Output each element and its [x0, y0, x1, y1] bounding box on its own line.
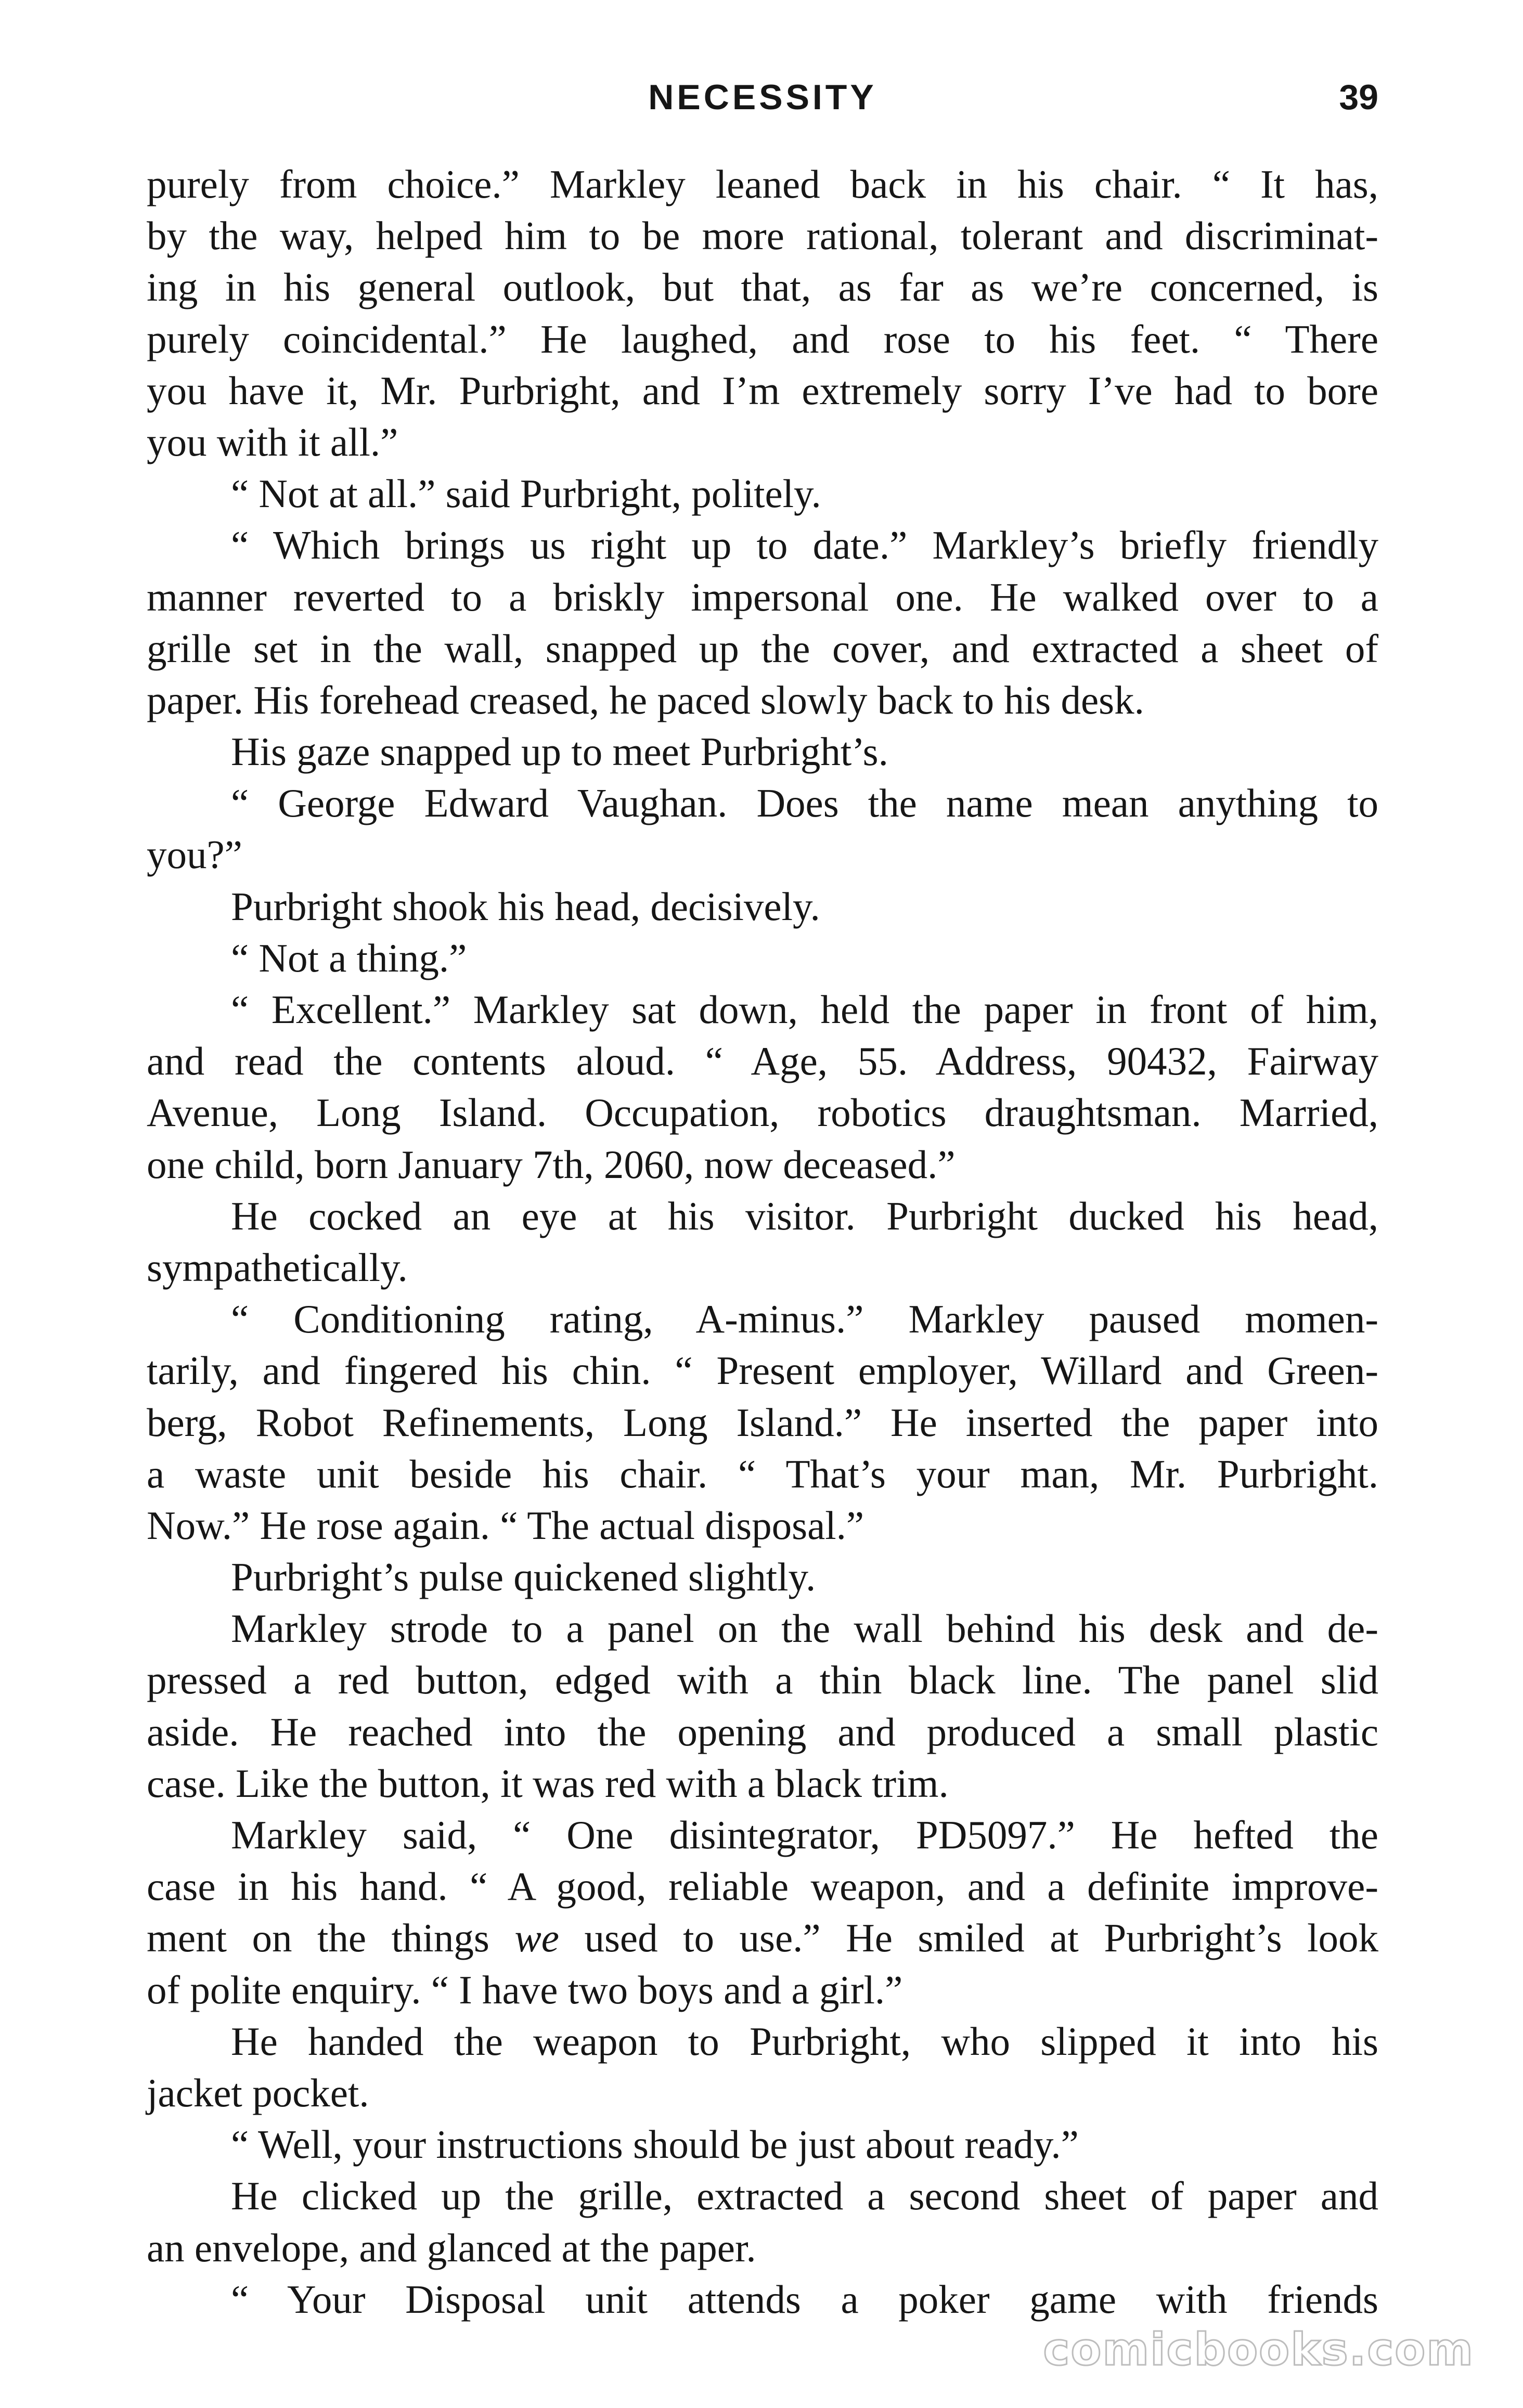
text-line: His gaze snapped up to meet Purbright’s.	[231, 729, 888, 774]
text-line: case. Like the button, it was red with a black trim.	[147, 1760, 949, 1806]
text-line: ing in his general outlook, but that, as far as we’re concerned, is	[147, 265, 1378, 310]
text-line: an envelope, and glanced at the paper.	[147, 2225, 756, 2270]
text-line: “ Conditioning rating, A-minus.” Markley paused momen-	[231, 1297, 1378, 1342]
text-line: case in his hand. “ A good, reliable weapon, and a definite improve-	[147, 1864, 1378, 1909]
text-line: “ George Edward Vaughan. Does the name mean anything to	[231, 781, 1378, 826]
emphasis: we	[514, 1915, 559, 1961]
text-line: “ Not a thing.”	[231, 935, 467, 980]
text-line: “ Well, your instructions should be just about ready.”	[231, 2122, 1079, 2167]
text-line: Markley strode to a panel on the wall behind his desk and de-	[231, 1606, 1378, 1651]
text-line: you have it, Mr. Purbright, and I’m extremely sorry I’ve had to bore	[147, 368, 1378, 413]
text-line: “ Not at all.” said Purbright, politely.	[231, 471, 821, 516]
text-line: grille set in the wall, snapped up the cover, and extracted a sheet of	[147, 626, 1378, 671]
text-line: He handed the weapon to Purbright, who slipped it into his	[231, 2018, 1378, 2064]
text-line: and read the contents aloud. “ Age, 55. Address, 90432, Fairway	[147, 1039, 1378, 1084]
text-line: berg, Robot Refinements, Long Island.” He inserted the paper into	[147, 1400, 1378, 1445]
text-line: aside. He reached into the opening and produced a small plastic	[147, 1709, 1378, 1754]
text-line: paper. His forehead creased, he paced slowly back to his desk.	[147, 677, 1144, 722]
text-line: Avenue, Long Island. Occupation, robotics draughtsman. Married,	[147, 1090, 1378, 1135]
body-text	[147, 159, 1378, 2325]
page-header	[147, 69, 1378, 126]
text-line: ment on the things we used to use.” He smiled at Purbright’s look	[147, 1915, 1378, 1961]
text-line: purely from choice.” Markley leaned back in his chair. “ It has,	[147, 162, 1378, 206]
text-line: jacket pocket.	[147, 2070, 369, 2115]
text-line: tarily, and fingered his chin. “ Present employer, Willard and Green-	[147, 1348, 1378, 1393]
text-line: of polite enquiry. “ I have two boys and a girl.”	[147, 1967, 903, 2012]
text-line: you?”	[147, 832, 242, 877]
text-line: purely coincidental.” He laughed, and rose to his feet. “ There	[147, 316, 1378, 361]
text-line: pressed a red button, edged with a thin black line. The panel slid	[147, 1658, 1378, 1703]
running-head: NECESSITY	[648, 77, 877, 117]
page-number: 39	[1339, 77, 1378, 117]
watermark: comicbooks.com	[1043, 2324, 1474, 2376]
text-line: “ Your Disposal unit attends a poker game with friends	[231, 2276, 1378, 2322]
text-line: one child, born January 7th, 2060, now deceased.”	[147, 1142, 956, 1187]
text-line: He clicked up the grille, extracted a second sheet of paper and	[231, 2173, 1378, 2219]
text-line: “ Excellent.” Markley sat down, held the paper in front of him,	[231, 987, 1378, 1032]
text-line: Markley said, “ One disintegrator, PD5097.” He hefted the	[231, 1813, 1378, 1857]
text-line: a waste unit beside his chair. “ That’s your man, Mr. Purbright.	[147, 1451, 1378, 1496]
text-line: Purbright shook his head, decisively.	[231, 884, 820, 929]
text-line: Purbright’s pulse quickened slightly.	[231, 1555, 816, 1600]
text-line: you with it all.”	[147, 419, 398, 464]
text-line: “ Which brings us right up to date.” Markley’s briefly friendly	[231, 523, 1378, 568]
text-line: sympathetically.	[147, 1245, 408, 1290]
text-line: by the way, helped him to be more rational, tolerant and discriminat-	[147, 213, 1378, 258]
text-line: Now.” He rose again. “ The actual disposal.”	[147, 1503, 864, 1548]
text-line: manner reverted to a briskly impersonal one. He walked over to a	[147, 574, 1378, 619]
text-line: He cocked an eye at his visitor. Purbright ducked his head,	[231, 1193, 1378, 1238]
